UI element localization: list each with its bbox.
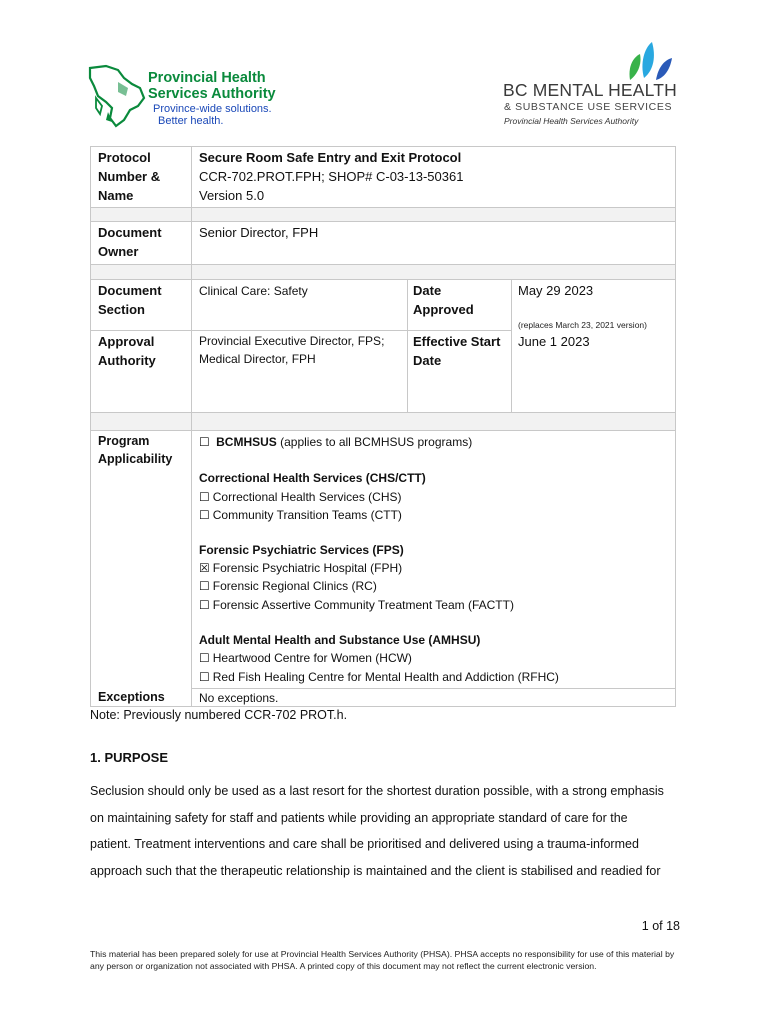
program-item-label: Community Transition Teams (CTT) — [212, 508, 402, 522]
phsa-tagline-line2: Better health. — [158, 115, 224, 127]
protocol-version: Version 5.0 — [199, 188, 265, 203]
rfhc-checkbox[interactable] — [199, 668, 559, 687]
bcmhsus-leaf-icon — [626, 40, 672, 82]
bc-map-icon — [88, 62, 150, 128]
phsa-tagline-line1: Province-wide solutions. — [153, 103, 272, 115]
bcmhsus-checkbox[interactable] — [199, 433, 472, 452]
factt-checkbox[interactable] — [199, 596, 514, 615]
program-item-label: Forensic Psychiatric Hospital (FPH) — [212, 561, 403, 575]
phsa-name — [148, 70, 276, 102]
program-item-label: Correctional Health Services (CHS) — [212, 490, 402, 504]
date-approved-label: Date Approved — [413, 283, 474, 317]
checkbox-icon: ☐ — [199, 508, 210, 522]
purpose-line: Seclusion should only be used as a last resort for the shortest duration possible, with a strong emphasis — [90, 784, 664, 798]
checkbox-icon: ☐ — [199, 435, 210, 449]
program-label: Program Applicability — [98, 434, 173, 466]
purpose-line: patient. Treatment interventions and care shall be prioritised and delivered using a trauma-informed — [90, 837, 639, 851]
chs-checkbox[interactable] — [199, 488, 402, 507]
section-label: Document Section — [98, 283, 162, 317]
phsa-name-line2: Services Authority — [148, 86, 276, 102]
exceptions-label: Exceptions — [98, 690, 165, 704]
footer-disclaimer: This material has been prepared solely for use at Provincial Health Services Authority (PHSA). PHSA accepts no responsibility for use of this material by any person or organization not associated with PHSA. A printed copy of this document may not reflect the current electronic version. — [90, 949, 675, 971]
phsa-name-line1: Provincial Health — [148, 70, 266, 86]
checkbox-icon: ☐ — [199, 651, 210, 665]
owner-value: Senior Director, FPH — [199, 225, 319, 240]
authority-label: Approval Authority — [98, 334, 156, 368]
phsa-tagline — [153, 103, 272, 127]
exceptions-value: No exceptions. — [199, 691, 279, 705]
bcmhsus-title: BC MENTAL HEALTH — [503, 80, 678, 100]
checked-checkbox-icon: ☒ — [199, 561, 210, 575]
checkbox-icon: ☐ — [199, 579, 210, 593]
amhsu-heading: Adult Mental Health and Substance Use (AMHSU) — [199, 633, 481, 647]
purpose-paragraph — [90, 778, 690, 884]
program-item-label: Heartwood Centre for Women (HCW) — [212, 651, 412, 665]
page-number: 1 of 18 — [641, 919, 680, 933]
effective-label: Effective Start Date — [413, 334, 501, 368]
purpose-line: on maintaining safety for staff and patients while providing an appropriate standard of care for the — [90, 810, 628, 825]
fph-checkbox[interactable] — [199, 559, 402, 578]
program-item-label: Red Fish Healing Centre for Mental Health and Addiction (RFHC) — [212, 670, 559, 684]
section-value: Clinical Care: Safety — [199, 284, 308, 298]
authority-value: Provincial Executive Director, FPS; Medical Director, FPH — [199, 334, 385, 366]
hcw-checkbox[interactable] — [199, 649, 412, 668]
renumber-note: Note: Previously numbered CCR-702 PROT.h. — [90, 708, 348, 722]
chs-heading: Correctional Health Services (CHS/CTT) — [199, 471, 426, 485]
checkbox-icon: ☐ — [199, 670, 210, 684]
effective-value: June 1 2023 — [518, 334, 590, 349]
purpose-line: approach such that the therapeutic relationship is maintained and the client is stabilised and readied for — [90, 863, 661, 878]
protocol-number: CCR-702.PROT.FPH; SHOP# C-03-13-50361 — [199, 169, 464, 184]
owner-label: Document Owner — [98, 225, 162, 259]
checkbox-icon: ☐ — [199, 598, 210, 612]
program-item-label: Forensic Assertive Community Treatment Team (FACTT) — [212, 598, 514, 612]
rc-checkbox[interactable] — [199, 577, 377, 596]
replaces-note: (replaces March 23, 2021 version) — [518, 320, 647, 330]
checkbox-icon: ☐ — [199, 490, 210, 504]
ctt-checkbox[interactable] — [199, 506, 402, 525]
bcmhsus-desc: (applies to all BCMHSUS programs) — [280, 435, 473, 449]
purpose-heading: 1. PURPOSE — [90, 750, 169, 765]
program-item-label: Forensic Regional Clinics (RC) — [212, 579, 377, 593]
bcmhsus-subtitle: & SUBSTANCE USE SERVICES — [504, 101, 673, 113]
date-approved-value: May 29 2023 — [518, 283, 594, 298]
fps-heading: Forensic Psychiatric Services (FPS) — [199, 543, 404, 557]
protocol-label: Protocol Number & Name — [98, 150, 161, 203]
bcmhsus-parent: Provincial Health Services Authority — [504, 116, 639, 126]
bcmhsus-label: BCMHSUS — [216, 435, 277, 449]
protocol-title: Secure Room Safe Entry and Exit Protocol — [199, 150, 462, 165]
